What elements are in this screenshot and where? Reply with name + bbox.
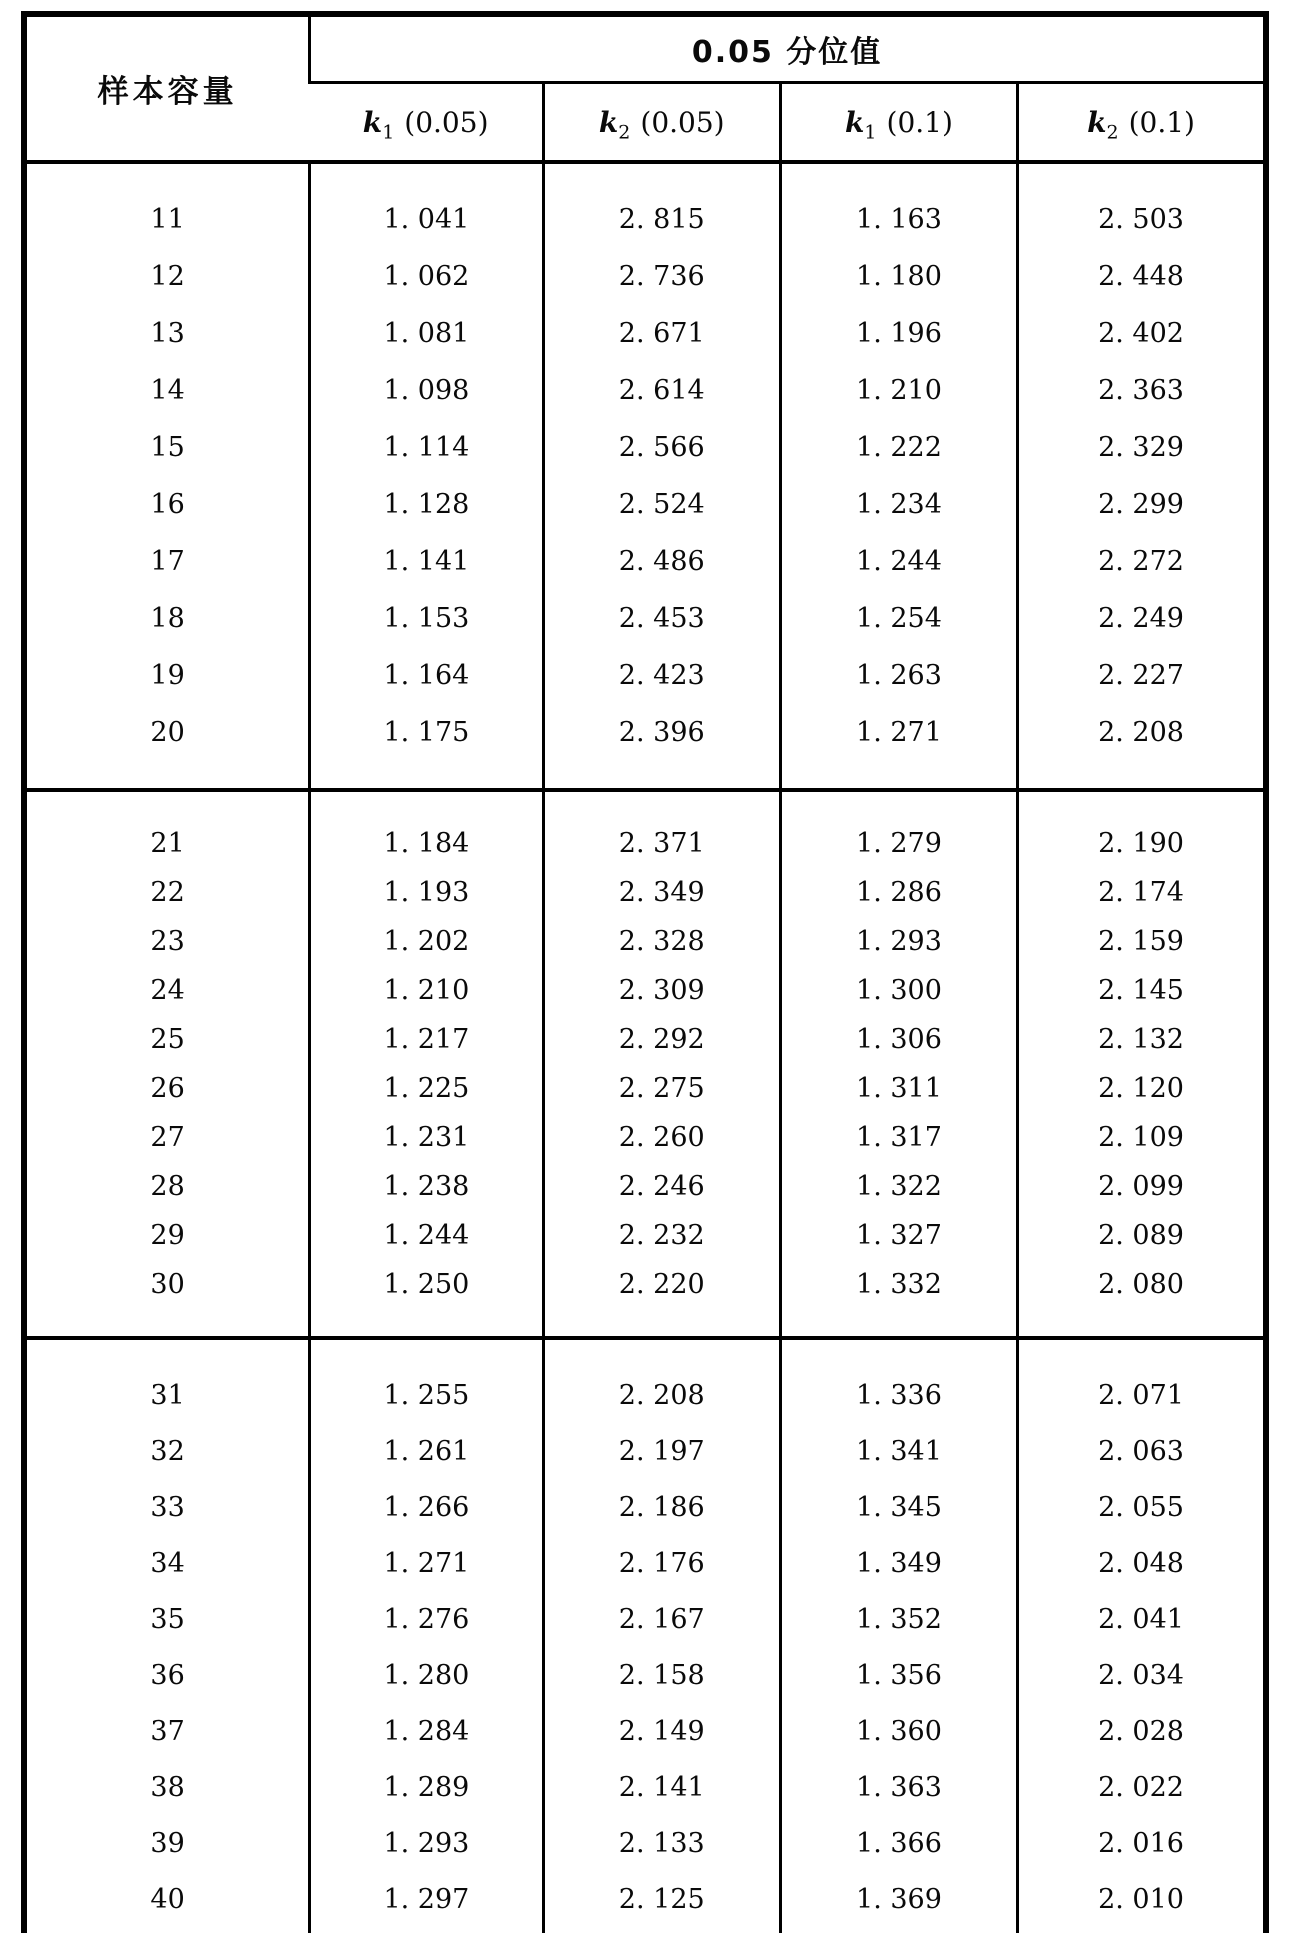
value-cell: 1. 306 <box>780 1015 1017 1064</box>
sample-size-cell: 32 <box>24 1423 310 1479</box>
table-row <box>24 1535 1266 1591</box>
table-row <box>24 917 1266 966</box>
value-cell: 1. 193 <box>310 868 543 917</box>
value-cell: 1. 317 <box>780 1113 1017 1162</box>
value-cell: 2. 486 <box>543 533 780 590</box>
value-cell: 1. 225 <box>310 1064 543 1113</box>
value-cell: 1. 263 <box>780 647 1017 704</box>
col-header-k1-005 <box>310 83 543 163</box>
value-cell: 1. 363 <box>780 1759 1017 1815</box>
table-row <box>24 590 1266 647</box>
sample-size-cell: 12 <box>24 248 310 305</box>
k-subscript: 2 <box>1106 121 1119 144</box>
value-cell: 1. 062 <box>310 248 543 305</box>
value-cell: 2. 220 <box>543 1260 780 1338</box>
value-cell: 1. 276 <box>310 1591 543 1647</box>
value-cell: 1. 114 <box>310 419 543 476</box>
value-cell: 1. 210 <box>310 966 543 1015</box>
value-cell: 1. 184 <box>310 790 543 868</box>
value-cell: 1. 164 <box>310 647 543 704</box>
value-cell: 1. 098 <box>310 362 543 419</box>
table-row <box>24 419 1266 476</box>
k-symbol: k <box>362 105 383 139</box>
value-cell: 1. 360 <box>780 1703 1017 1759</box>
value-cell: 1. 297 <box>310 1871 543 1933</box>
sample-size-cell: 16 <box>24 476 310 533</box>
value-cell: 2. 299 <box>1018 476 1266 533</box>
value-cell: 1. 341 <box>780 1423 1017 1479</box>
sample-size-cell: 14 <box>24 362 310 419</box>
value-cell: 2. 167 <box>543 1591 780 1647</box>
value-cell: 2. 089 <box>1018 1211 1266 1260</box>
value-cell: 2. 174 <box>1018 868 1266 917</box>
quantile-table-frame <box>21 11 1269 1919</box>
value-cell: 1. 356 <box>780 1647 1017 1703</box>
value-cell: 2. 453 <box>543 590 780 647</box>
value-cell: 1. 234 <box>780 476 1017 533</box>
value-cell: 2. 120 <box>1018 1064 1266 1113</box>
sample-size-cell: 25 <box>24 1015 310 1064</box>
value-cell: 1. 266 <box>310 1479 543 1535</box>
value-cell: 1. 141 <box>310 533 543 590</box>
value-cell: 2. 176 <box>543 1535 780 1591</box>
k-argument: (0.05) <box>404 105 489 139</box>
value-cell: 2. 402 <box>1018 305 1266 362</box>
table-row <box>24 647 1266 704</box>
value-cell: 1. 180 <box>780 248 1017 305</box>
value-cell: 1. 293 <box>310 1815 543 1871</box>
table-row <box>24 1423 1266 1479</box>
value-cell: 2. 133 <box>543 1815 780 1871</box>
value-cell: 1. 255 <box>310 1338 543 1423</box>
value-cell: 2. 208 <box>543 1338 780 1423</box>
sample-size-cell: 15 <box>24 419 310 476</box>
table-row <box>24 1647 1266 1703</box>
value-cell: 2. 158 <box>543 1647 780 1703</box>
value-cell: 1. 369 <box>780 1871 1017 1933</box>
value-cell: 1. 244 <box>310 1211 543 1260</box>
k-argument: (0.05) <box>640 105 725 139</box>
value-cell: 2. 109 <box>1018 1113 1266 1162</box>
table-row <box>24 533 1266 590</box>
value-cell: 2. 141 <box>543 1759 780 1815</box>
sample-size-cell: 21 <box>24 790 310 868</box>
value-cell: 1. 322 <box>780 1162 1017 1211</box>
table-row <box>24 1759 1266 1815</box>
table-row <box>24 1479 1266 1535</box>
value-cell: 2. 186 <box>543 1479 780 1535</box>
value-cell: 2. 145 <box>1018 966 1266 1015</box>
value-cell: 1. 349 <box>780 1535 1017 1591</box>
value-cell: 1. 196 <box>780 305 1017 362</box>
table-row <box>24 1113 1266 1162</box>
value-cell: 2. 309 <box>543 966 780 1015</box>
value-cell: 2. 566 <box>543 419 780 476</box>
col-header-k2-005 <box>543 83 780 163</box>
value-cell: 1. 289 <box>310 1759 543 1815</box>
quantile-table <box>21 11 1269 1933</box>
value-cell: 1. 345 <box>780 1479 1017 1535</box>
value-cell: 1. 210 <box>780 362 1017 419</box>
value-cell: 2. 275 <box>543 1064 780 1113</box>
value-cell: 1. 250 <box>310 1260 543 1338</box>
value-cell: 2. 055 <box>1018 1479 1266 1535</box>
k-argument: (0.1) <box>886 105 953 139</box>
table-row <box>24 1162 1266 1211</box>
sample-size-cell: 28 <box>24 1162 310 1211</box>
table-row <box>24 162 1266 248</box>
sample-size-cell: 29 <box>24 1211 310 1260</box>
value-cell: 1. 336 <box>780 1338 1017 1423</box>
value-cell: 1. 300 <box>780 966 1017 1015</box>
value-cell: 2. 208 <box>1018 704 1266 790</box>
value-cell: 2. 246 <box>543 1162 780 1211</box>
value-cell: 1. 261 <box>310 1423 543 1479</box>
col-header-quantile-group: 0.05 分位值 <box>310 14 1266 83</box>
table-row <box>24 1815 1266 1871</box>
value-cell: 2. 125 <box>543 1871 780 1933</box>
table-row <box>24 868 1266 917</box>
table-row <box>24 966 1266 1015</box>
col-header-sample-size: 样本容量 <box>24 14 310 162</box>
value-cell: 2. 080 <box>1018 1260 1266 1338</box>
table-row <box>24 362 1266 419</box>
sample-size-cell: 40 <box>24 1871 310 1933</box>
table-row <box>24 1338 1266 1423</box>
value-cell: 2. 371 <box>543 790 780 868</box>
k-subscript: 1 <box>864 121 877 144</box>
sample-size-cell: 38 <box>24 1759 310 1815</box>
sample-size-cell: 22 <box>24 868 310 917</box>
value-cell: 1. 222 <box>780 419 1017 476</box>
sample-size-cell: 30 <box>24 1260 310 1338</box>
value-cell: 2. 736 <box>543 248 780 305</box>
value-cell: 2. 232 <box>543 1211 780 1260</box>
table-header <box>24 14 1266 162</box>
table-row <box>24 704 1266 790</box>
value-cell: 2. 363 <box>1018 362 1266 419</box>
sample-size-cell: 19 <box>24 647 310 704</box>
value-cell: 2. 149 <box>543 1703 780 1759</box>
table-row <box>24 476 1266 533</box>
table-row <box>24 1703 1266 1759</box>
value-cell: 2. 041 <box>1018 1591 1266 1647</box>
value-cell: 2. 260 <box>543 1113 780 1162</box>
sample-size-cell: 20 <box>24 704 310 790</box>
value-cell: 2. 028 <box>1018 1703 1266 1759</box>
value-cell: 2. 010 <box>1018 1871 1266 1933</box>
value-cell: 2. 197 <box>543 1423 780 1479</box>
value-cell: 1. 217 <box>310 1015 543 1064</box>
value-cell: 1. 081 <box>310 305 543 362</box>
value-cell: 1. 352 <box>780 1591 1017 1647</box>
k-argument: (0.1) <box>1128 105 1195 139</box>
table-row <box>24 1015 1266 1064</box>
row-group-31-40 <box>24 1338 1266 1933</box>
value-cell: 2. 396 <box>543 704 780 790</box>
sample-size-cell: 11 <box>24 162 310 248</box>
value-cell: 2. 292 <box>543 1015 780 1064</box>
sample-size-cell: 33 <box>24 1479 310 1535</box>
table-row <box>24 1871 1266 1933</box>
value-cell: 2. 048 <box>1018 1535 1266 1591</box>
value-cell: 2. 503 <box>1018 162 1266 248</box>
table-row <box>24 790 1266 868</box>
sample-size-cell: 13 <box>24 305 310 362</box>
header-row-top <box>24 14 1266 83</box>
value-cell: 2. 034 <box>1018 1647 1266 1703</box>
value-cell: 2. 328 <box>543 917 780 966</box>
k-symbol: k <box>845 105 865 139</box>
value-cell: 1. 366 <box>780 1815 1017 1871</box>
value-cell: 2. 524 <box>543 476 780 533</box>
value-cell: 1. 163 <box>780 162 1017 248</box>
value-cell: 1. 238 <box>310 1162 543 1211</box>
value-cell: 1. 271 <box>780 704 1017 790</box>
value-cell: 1. 175 <box>310 704 543 790</box>
table-row <box>24 1064 1266 1113</box>
value-cell: 2. 159 <box>1018 917 1266 966</box>
value-cell: 1. 254 <box>780 590 1017 647</box>
value-cell: 1. 311 <box>780 1064 1017 1113</box>
sample-size-cell: 17 <box>24 533 310 590</box>
sample-size-cell: 37 <box>24 1703 310 1759</box>
value-cell: 2. 272 <box>1018 533 1266 590</box>
value-cell: 2. 016 <box>1018 1815 1266 1871</box>
col-header-k2-01 <box>1018 83 1266 163</box>
col-header-k1-01 <box>780 83 1017 163</box>
sample-size-cell: 23 <box>24 917 310 966</box>
value-cell: 1. 041 <box>310 162 543 248</box>
row-group-11-20 <box>24 162 1266 790</box>
table-row <box>24 248 1266 305</box>
table-row <box>24 1211 1266 1260</box>
value-cell: 1. 286 <box>780 868 1017 917</box>
value-cell: 2. 132 <box>1018 1015 1266 1064</box>
value-cell: 2. 071 <box>1018 1338 1266 1423</box>
sample-size-cell: 39 <box>24 1815 310 1871</box>
k-subscript: 1 <box>382 121 395 144</box>
value-cell: 1. 231 <box>310 1113 543 1162</box>
table-row <box>24 1591 1266 1647</box>
sample-size-cell: 35 <box>24 1591 310 1647</box>
value-cell: 1. 202 <box>310 917 543 966</box>
value-cell: 1. 153 <box>310 590 543 647</box>
value-cell: 2. 671 <box>543 305 780 362</box>
sample-size-cell: 26 <box>24 1064 310 1113</box>
value-cell: 1. 293 <box>780 917 1017 966</box>
value-cell: 2. 249 <box>1018 590 1266 647</box>
value-cell: 2. 227 <box>1018 647 1266 704</box>
value-cell: 1. 280 <box>310 1647 543 1703</box>
value-cell: 2. 190 <box>1018 790 1266 868</box>
table-row <box>24 305 1266 362</box>
k-symbol: k <box>1087 105 1107 139</box>
value-cell: 1. 244 <box>780 533 1017 590</box>
sample-size-cell: 34 <box>24 1535 310 1591</box>
value-cell: 2. 349 <box>543 868 780 917</box>
value-cell: 1. 284 <box>310 1703 543 1759</box>
sample-size-cell: 27 <box>24 1113 310 1162</box>
sample-size-cell: 18 <box>24 590 310 647</box>
sample-size-cell: 31 <box>24 1338 310 1423</box>
value-cell: 2. 329 <box>1018 419 1266 476</box>
value-cell: 2. 099 <box>1018 1162 1266 1211</box>
value-cell: 2. 448 <box>1018 248 1266 305</box>
k-symbol: k <box>598 105 619 139</box>
sample-size-cell: 24 <box>24 966 310 1015</box>
value-cell: 1. 327 <box>780 1211 1017 1260</box>
table-row <box>24 1260 1266 1338</box>
value-cell: 1. 279 <box>780 790 1017 868</box>
value-cell: 1. 271 <box>310 1535 543 1591</box>
row-group-21-30 <box>24 790 1266 1338</box>
value-cell: 1. 128 <box>310 476 543 533</box>
value-cell: 2. 815 <box>543 162 780 248</box>
value-cell: 2. 423 <box>543 647 780 704</box>
value-cell: 2. 063 <box>1018 1423 1266 1479</box>
k-subscript: 2 <box>618 121 631 144</box>
value-cell: 2. 022 <box>1018 1759 1266 1815</box>
value-cell: 2. 614 <box>543 362 780 419</box>
value-cell: 1. 332 <box>780 1260 1017 1338</box>
sample-size-cell: 36 <box>24 1647 310 1703</box>
